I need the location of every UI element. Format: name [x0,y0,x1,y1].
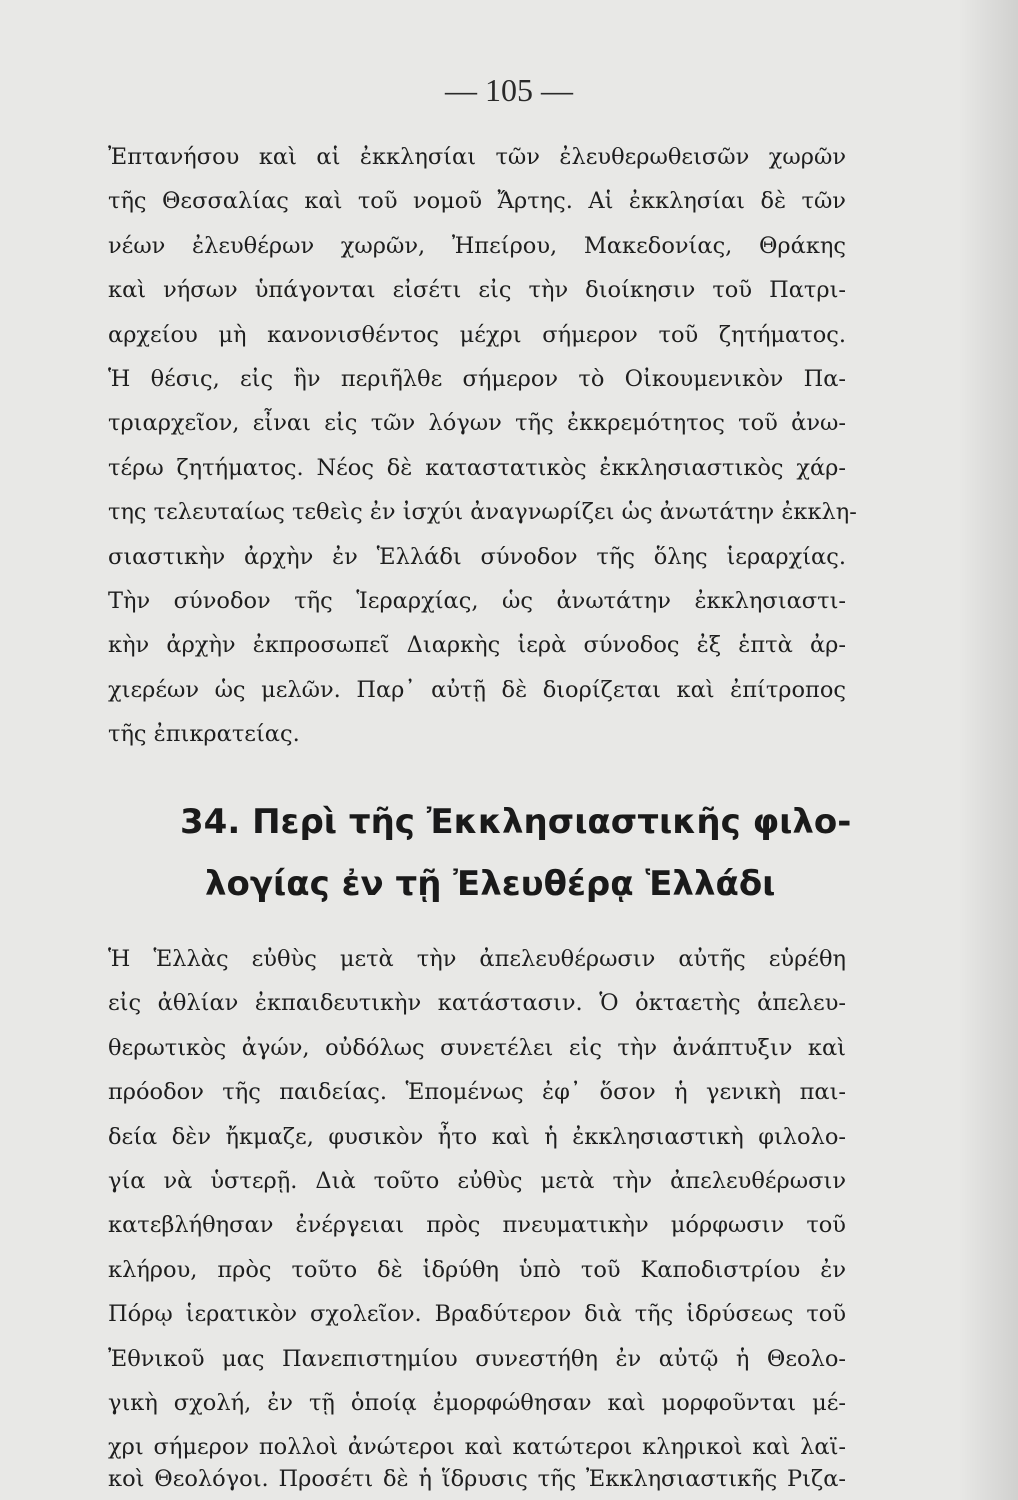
paragraph-1-line: νέων ἐλευθέρων χωρῶν, Ἠπείρου, Μακεδονίας, Θράκης [108,233,846,259]
paragraph-1-line: Ἡ θέσις, εἰς ἣν περιῆλθε σήμερον τὸ Οἰκουμενικὸν Πα- [108,366,846,392]
paragraph-2-line: Ἐθνικοῦ μας Πανεπιστημίου συνεστήθη ἐν αὐτῷ ἡ Θεολο- [108,1346,846,1372]
paragraph-1-line: σιαστικὴν ἀρχὴν ἐν Ἑλλάδι σύνοδον τῆς ὅλης ἱεραρχίας. [108,544,846,570]
paragraph-2-line: κλήρου, πρὸς τοῦτο δὲ ἱδρύθη ὑπὸ τοῦ Καποδιστρίου ἐν [108,1257,846,1283]
paragraph-1-line: Τὴν σύνοδον τῆς Ἱεραρχίας, ὡς ἀνωτάτην ἐκκλησιαστι- [108,588,846,614]
paragraph-1-line: τριαρχεῖον, εἶναι εἰς τῶν λόγων τῆς ἐκκρεμότητος τοῦ ἀνω- [108,410,846,436]
paragraph-2-line: εἰς ἀθλίαν ἐκπαιδευτικὴν κατάστασιν. Ὁ ὀκταετὴς ἀπελευ- [108,990,846,1016]
paragraph-1-line: της τελευταίως τεθεὶς ἐν ἰσχύι ἀναγνωρίζει ὡς ἀνωτάτην ἐκκλη- [108,499,857,525]
section-heading-line: 34. Περὶ τῆς Ἐκκλησιαστικῆς φιλο- [180,802,852,842]
paragraph-2-line: δεία δὲν ἤκμαζε, φυσικὸν ἦτο καὶ ἡ ἐκκλησιαστικὴ φιλολο- [108,1124,846,1150]
paragraph-2-line: χρι σήμερον πολλοὶ ἀνώτεροι καὶ κατώτεροι κληρικοὶ καὶ λαϊ- [108,1434,846,1460]
paragraph-2-line: κατεβλήθησαν ἐνέργειαι πρὸς πνευματικὴν μόρφωσιν τοῦ [108,1212,846,1238]
paragraph-1-line: κὴν ἀρχὴν ἐκπροσωπεῖ Διαρκὴς ἱερὰ σύνοδος ἐξ ἑπτὰ ἀρ- [108,632,846,658]
paragraph-1-line: Ἐπτανήσου καὶ αἱ ἐκκλησίαι τῶν ἐλευθερωθεισῶν χωρῶν [108,144,846,170]
paragraph-1-line: αρχείου μὴ κανονισθέντος μέχρι σήμερον τοῦ ζητήματος. [108,322,846,348]
paragraph-1-line: καὶ νήσων ὑπάγονται εἰσέτι εἰς τὴν διοίκησιν τοῦ Πατρι- [108,277,846,303]
paragraph-2-line: Πόρῳ ἱερατικὸν σχολεῖον. Βραδύτερον διὰ τῆς ἱδρύσεως τοῦ [108,1301,846,1327]
paragraph-1-line: χιερέων ὡς μελῶν. Παρ᾿ αὐτῇ δὲ διορίζεται καὶ ἐπίτροπος [108,677,846,703]
paragraph-2-line: γικὴ σχολή, ἐν τῇ ὁποίᾳ ἐμορφώθησαν καὶ μορφοῦνται μέ- [108,1390,846,1416]
paragraph-2-line: κοὶ Θεολόγοι. Προσέτι δὲ ἡ ἵδρυσις τῆς Ἐκκλησιαστικῆς Ριζα- [108,1466,846,1492]
paragraph-1-line: τέρω ζητήματος. Νέος δὲ καταστατικὸς ἐκκλησιαστικὸς χάρ- [108,455,846,481]
paragraph-2-line: πρόοδον τῆς παιδείας. Ἑπομένως ἐφ᾿ ὅσον ἡ γενικὴ παι- [108,1079,846,1105]
paragraph-2-line: Ἡ Ἑλλὰς εὐθὺς μετὰ τὴν ἀπελευθέρωσιν αὐτῆς εὑρέθη [108,946,846,972]
paragraph-2-line: γία νὰ ὑστερῇ. Διὰ τοῦτο εὐθὺς μετὰ τὴν ἀπελευθέρωσιν [108,1168,846,1194]
page-edge-shadow [958,0,1018,1500]
paragraph-1-line: τῆς ἐπικρατείας. [108,721,300,747]
section-heading-line: λογίας ἐν τῇ Ἐλευθέρᾳ Ἑλλάδι [205,864,776,904]
paragraph-1-line: τῆς Θεσσαλίας καὶ τοῦ νομοῦ Ἄρτης. Αἱ ἐκκλησίαι δὲ τῶν [108,188,846,214]
paragraph-2-line: θερωτικὸς ἀγών, οὐδόλως συνετέλει εἰς τὴν ἀνάπτυξιν καὶ [108,1035,846,1061]
page-number: — 105 — [445,72,573,108]
